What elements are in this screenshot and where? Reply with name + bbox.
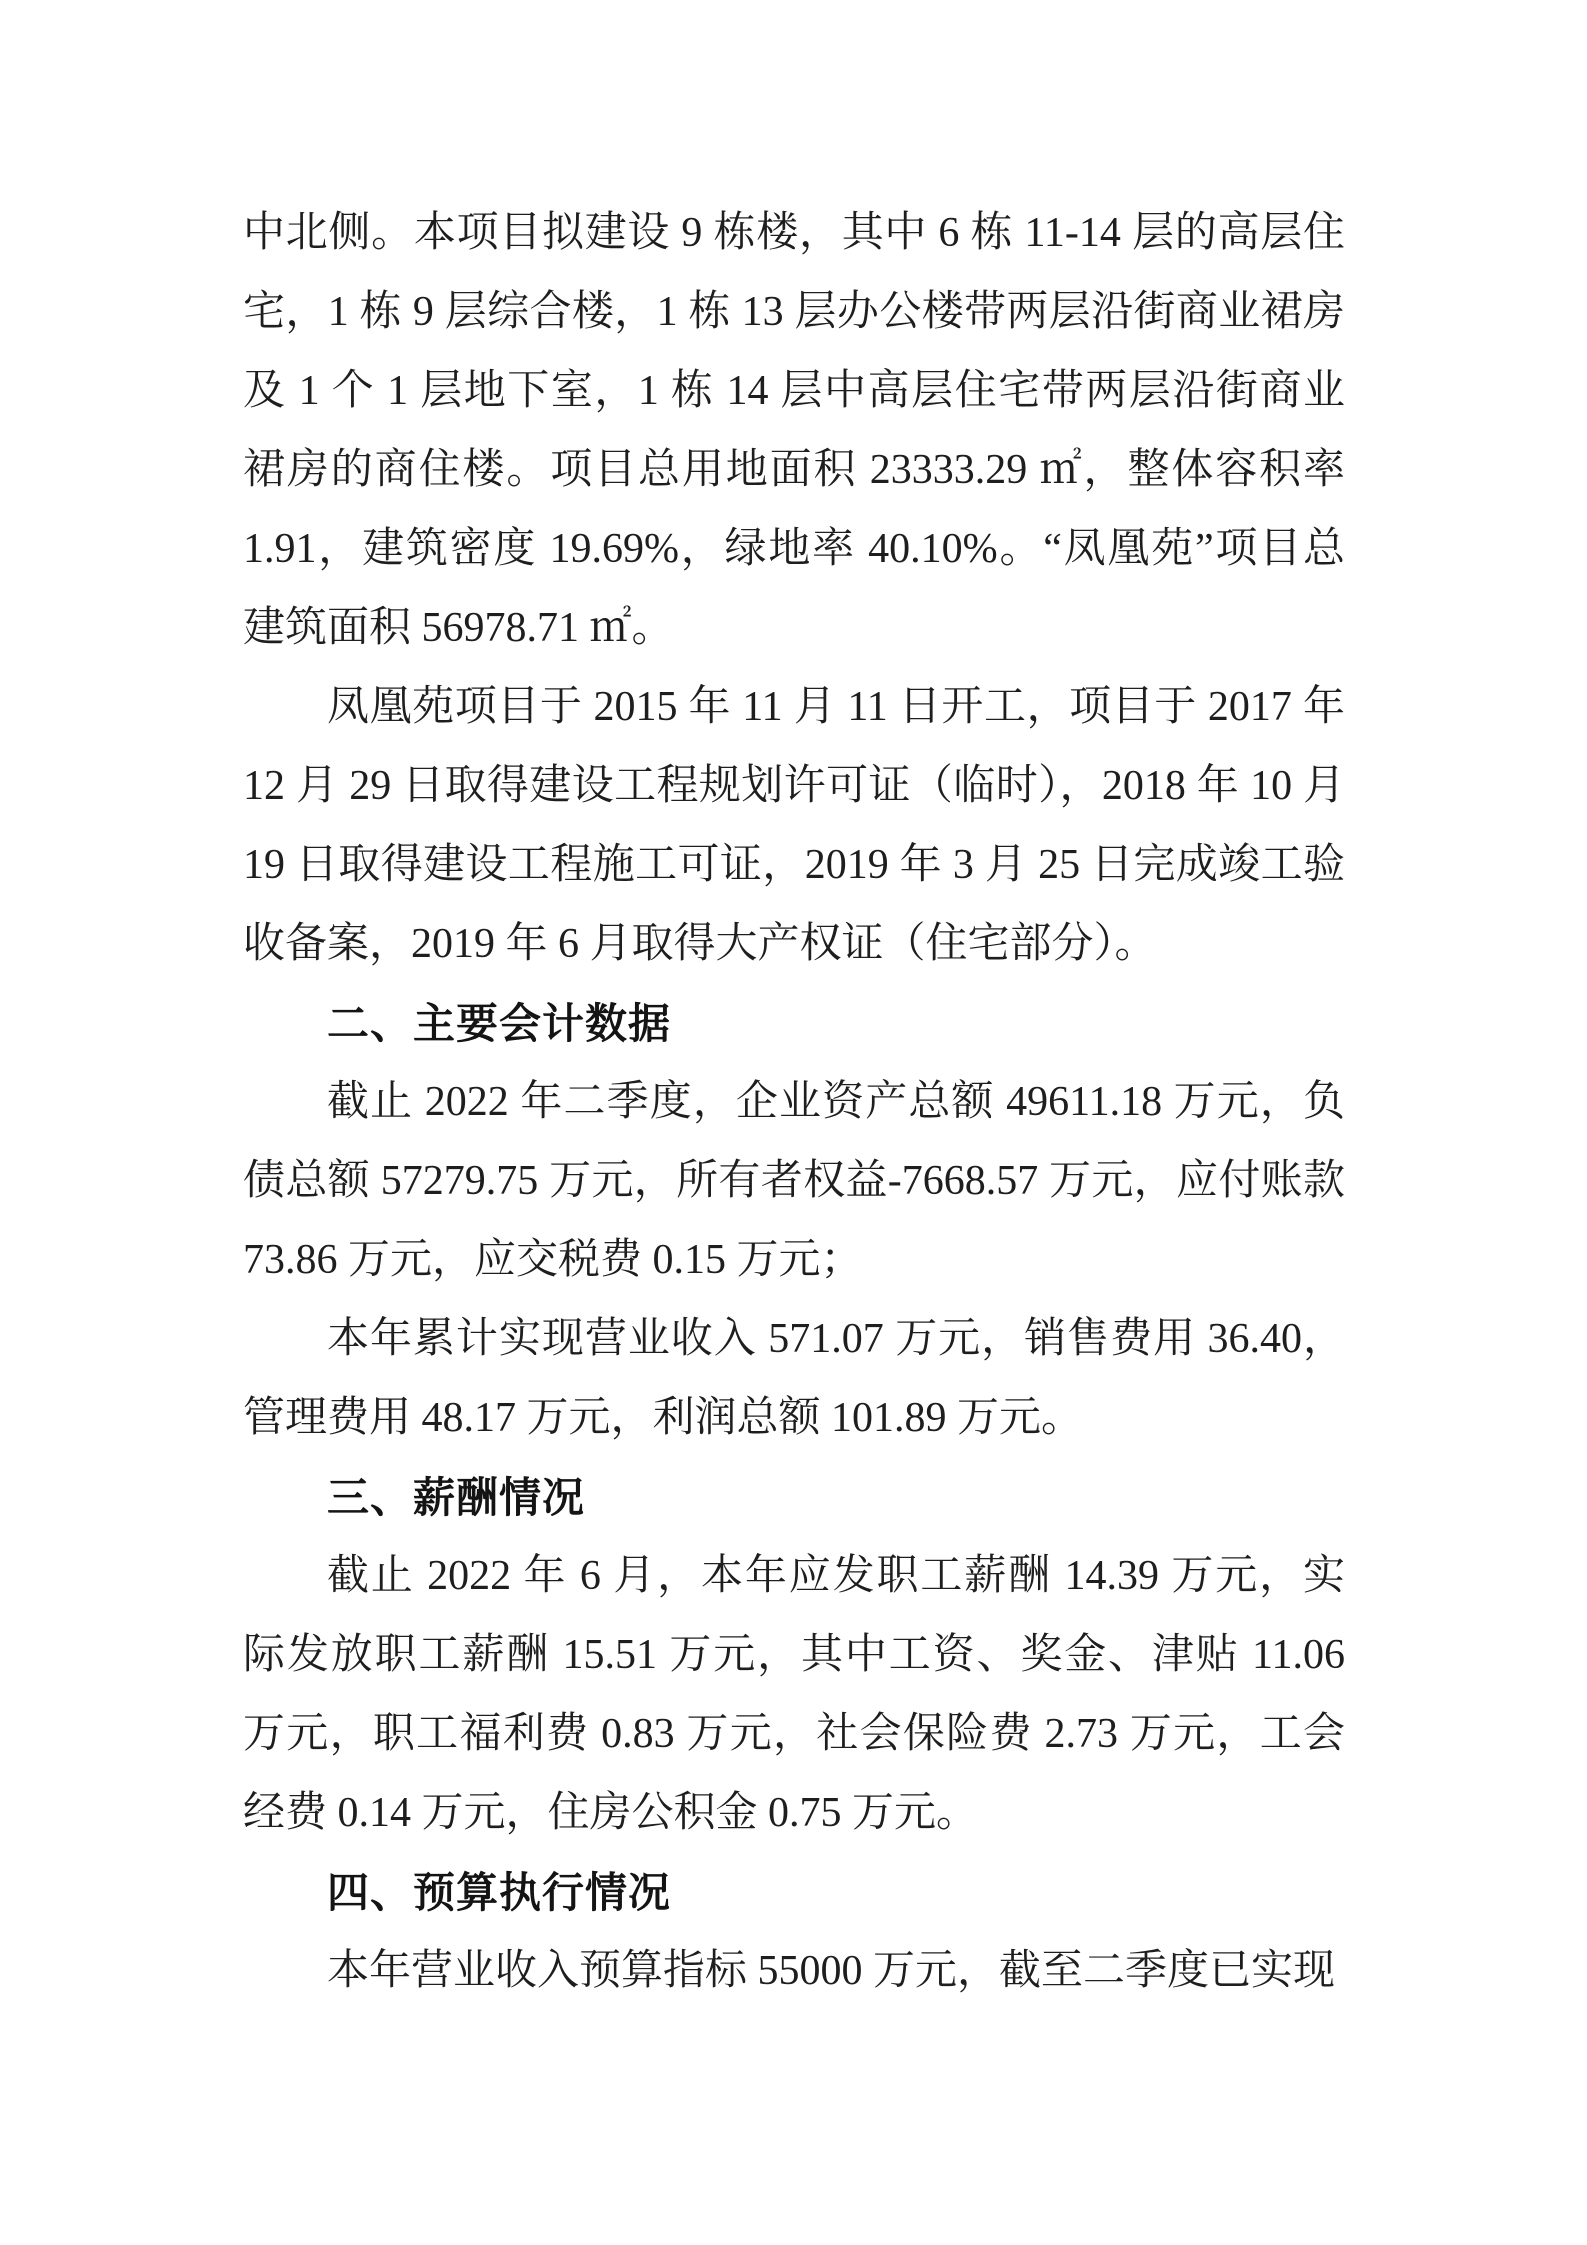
- document-body: [243, 194, 1345, 2011]
- paragraph: 截止 2022 年二季度，企业资产总额 49611.18 万元，负债总额 57279.75 万元，所有者权益-7668.57 万元，应付账款 73.86 万元，应交税费 0.15 万元；: [243, 1079, 1345, 1283]
- paragraph: 凤凰苑项目于 2015 年 11 月 11 日开工，项目于 2017 年 12 月 29 日取得建设工程规划许可证（临时），2018 年 10 月 19 日取得建设工程施工可证，2019 年 3 月 25 日完成竣工验收备案，2019 年 6 月取得大产权证（住宅部分）。: [243, 684, 1345, 967]
- paragraph: 本年累计实现营业收入 571.07 万元，销售费用 36.40，管理费用 48.17 万元，利润总额 101.89 万元。: [243, 1316, 1345, 1441]
- section-heading: 二、主要会计数据: [327, 1000, 672, 1047]
- paragraph: 中北侧。本项目拟建设 9 栋楼，其中 6 栋 11-14 层的高层住宅，1 栋 9 层综合楼，1 栋 13 层办公楼带两层沿街商业裙房及 1 个 1 层地下室，1 栋 14 层中高层住宅带两层沿街商业裙房的商住楼。项目总用地面积 23333.29 ㎡，整体容积率 1.91，建筑密度 19.69%，绿地率 40.10%。“凤凰苑”项目总建筑面积 56978.71 ㎡。: [243, 210, 1345, 651]
- section-heading: 四、预算执行情况: [327, 1869, 672, 1916]
- paragraph: 本年营业收入预算指标 55000 万元，截至二季度已实现: [327, 1948, 1336, 1994]
- paragraph: 截止 2022 年 6 月，本年应发职工薪酬 14.39 万元，实际发放职工薪酬 15.51 万元，其中工资、奖金、津贴 11.06 万元，职工福利费 0.83 万元，社会保险费 2.73 万元，工会经费 0.14 万元，住房公积金 0.75 万元。: [243, 1553, 1345, 1836]
- section-heading: 三、薪酬情况: [327, 1474, 586, 1521]
